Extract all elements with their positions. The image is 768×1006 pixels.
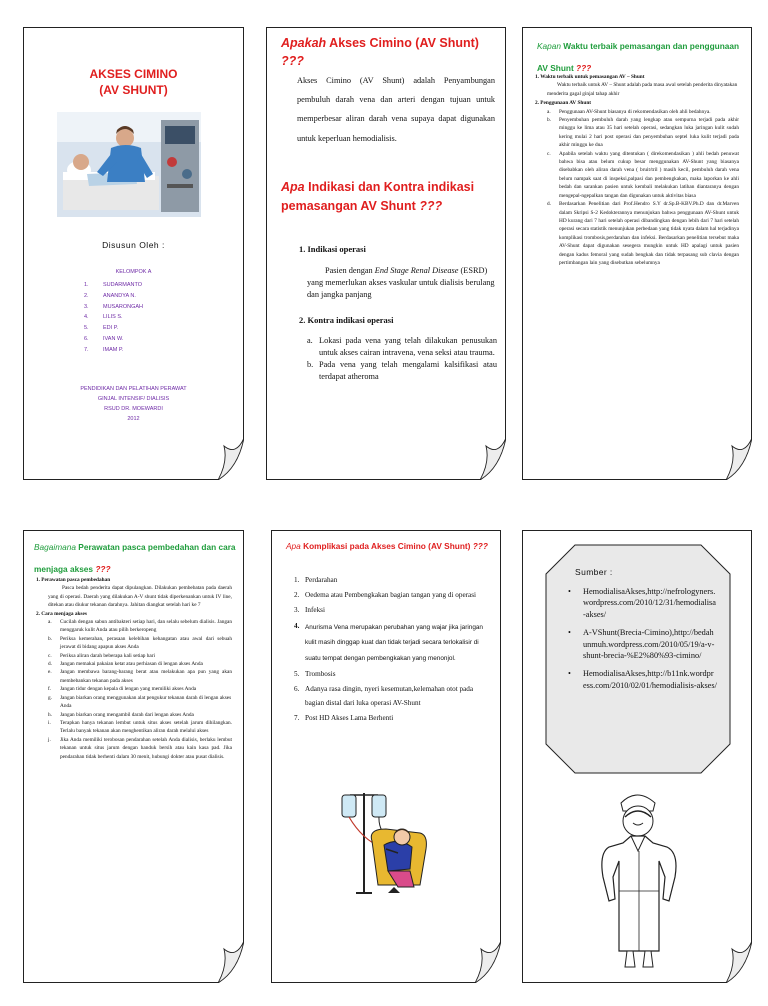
section-text: Pasca bedah penderita dapat dipulangkan. Dilakukan pembebatan pada daerah yang di operasi. Daerah yang dilakukan A-V shunt tidak diperkenankan untuk IV line, ditekan atau diukur tekanan darahnya. Jahitan diangkat setelah hari ke 7 <box>48 585 232 609</box>
page-curl-icon <box>218 941 244 983</box>
list-item: a. Penggunaan AV-Shunt biasanya di rekomendasikan oleh ahli bedahnya. <box>547 108 711 115</box>
member-item: 3. MUSARONGAH <box>84 303 144 310</box>
heading-komplikasi: Apa Komplikasi pada Akses Cimino (AV Shunt) ??? <box>286 541 488 551</box>
list-item: b. Penyembuhan pembuluh darah yang lengkap atau sempurna terjadi pada akhir minggu ke lima atau 35 hari setelah operasi, sedangkan luka jaringan kulit sudah kering mulai 2 hari post operasi dan penyembuhan septel luka kulit terjadi pada akhir minggu ke dua <box>547 117 739 149</box>
source-link[interactable]: HemodialisaAkses,http://nefrologyners.wordpress.com/2010/12/31/hemodialisa-akses/ <box>583 587 716 619</box>
source-link[interactable]: A-VShunt(Brecia-Cimino),http://bedahunmuh.wordpress.com/2010/05/19/a-v-shunt-brecia-%E2%80%93-cimino/ <box>583 628 715 661</box>
cover-footer: PENDIDIKAN DAN PELATIHAN PERAWAT GINJAL INTENSIF/ DIALISIS RSUD DR. MOEWARDI 2012 <box>80 386 187 422</box>
list-item: 6. Adanya rasa dingin, nyeri kesemutan,kelemahan otot pada bagian distal dari luka operasi AV-Shunt <box>294 685 474 707</box>
indikasi-text: Pasien dengan End Stage Renal Disease (ESRD) yang memerlukan akses vaskular untuk dialisis berulang dan jangka panjang <box>307 266 495 299</box>
complication-list <box>294 574 490 725</box>
member-item: 5. EDI P. <box>84 325 119 332</box>
list-item: a. Cucilah dengan sabun antibakteri setiap hari, dan selalu sebelum dialisis. Jangan menggaruk kulit Anda atau pilih berkeropeng <box>48 619 232 634</box>
member-item: 6. IVAN W. <box>84 335 124 342</box>
source-link[interactable]: HemodialisaAkses,http://b11nk.wordpress.com/2010/02/01/hemodialisis-akses/ <box>583 669 717 690</box>
list-item: 4. Anurisma Vena merupakan perubahan yang wajar jika jaringan kulit masih dinggap kuat dan tidak terjadi secara terlokalisir di suatu tempat dengan pembengkakan yang menonjol. <box>294 621 483 662</box>
heading-apakah: Apakah Akses Cimino (AV Shunt) ??? <box>281 36 479 68</box>
member-item: 7. IMAM P. <box>84 346 124 353</box>
panel-complications <box>271 530 501 983</box>
panel-sources <box>522 530 752 983</box>
prepared-by: Disusun Oleh : <box>102 240 165 250</box>
group-label: KELOMPOK A <box>115 269 152 275</box>
cover-title: AKSES CIMINO (AV SHUNT) <box>89 67 178 97</box>
list-item: b. Periksa kemerahan, perasaan kelebihan kehangatan atau awal dari sebuah jerawat di bidang apapun akses Anda <box>48 635 232 651</box>
list-item: 3. Infeksi <box>294 606 325 615</box>
member-item: 4. LILIS S. <box>84 314 123 321</box>
dialysis-patient-illustration <box>328 789 432 897</box>
sources-label: Sumber : <box>575 567 613 577</box>
list-item: 2. Oedema atau Pembengkakan bagian tangan yang di operasi <box>294 591 477 600</box>
list-item: 5. Trombosis <box>294 670 336 679</box>
source-list <box>568 586 717 691</box>
page-curl-icon <box>475 941 501 983</box>
nurse-illustration <box>593 781 681 969</box>
section-title: 1. Perawatan pasca pembedahan <box>36 577 111 583</box>
panel-definition <box>266 27 506 480</box>
kontra-list <box>307 335 497 382</box>
source-item: • HemodialisaAkses,http://nefrologyners.wordpress.com/2010/12/31/hemodialisa-akses/ <box>568 587 716 619</box>
section-title: 2. Cara menjaga akses <box>36 610 87 617</box>
page-curl-icon <box>726 438 752 480</box>
panel-cover <box>23 27 244 480</box>
member-item: 1. SUDARMANTO <box>84 282 143 288</box>
list-item: e. Jangan membawa barang-barang berat atau melakukan apa pun yang akan membebankan tekanan pada akses <box>48 669 232 684</box>
list-item: i. Terapkan hanya tekanan lembut untuk situs akses setelah jarum dihilangkan. Terlalu banyak tekanan akan menghentikan aliran darah melalui akses <box>48 719 232 735</box>
page-curl-icon <box>218 438 244 480</box>
list-item: h. Jangan biarkan orang mengambil darah dari lengan akses Anda <box>48 711 194 718</box>
panel-care <box>23 530 244 983</box>
list-item: b. Pada vena yang telah mengalami kalsifikasi atau terdapat atheroma <box>307 360 497 381</box>
list-item: a. Lokasi pada vena yang telah dilakukan penusukan untuk akses cairan intravena, vena seksi atau trauma. <box>307 336 497 357</box>
list-item: j. Jika Anda memiliki terobosan pendarahan setelah Anda dialisis, berlaku lembut tekanan untuk situs jarum dengan handuk bersih atau kain kasa pad. Jika pendarahan tidak berhenti dalam 30 menit, hubungi dokter atau pusat dialisis. <box>48 736 232 760</box>
list-item: 7. Post HD Akses Lama Berhenti <box>294 713 394 722</box>
section-title: 1. Waktu terbaik untuk pemasangan AV – Shunt <box>535 74 645 80</box>
source-item: • HemodialisaAkses,http://b11nk.wordpress.com/2010/02/01/hemodialisis-akses/ <box>568 669 717 690</box>
page-curl-icon <box>480 438 506 480</box>
member-list <box>84 280 143 356</box>
heading-bagaimana: Bagaimana Perawatan pasca pembedahan dan cara menjaga akses ??? <box>34 542 236 574</box>
heading-kapan: Kapan Waktu terbaik pemasangan dan penggunaan AV Shunt ??? <box>537 41 740 73</box>
list-item: f. Jangan tidur dengan kepala di lengan yang memiliki akses Anda <box>48 686 197 693</box>
heading-indikasi: Apa Indikasi dan Kontra indikasi pemasangan AV Shunt ??? <box>281 180 475 213</box>
patient-dialysis-photo <box>57 112 201 217</box>
list-item: c. Periksa aliran darah beberapa kali setiap hari <box>48 652 156 659</box>
member-item: 2. ANANDYA N. <box>84 292 136 299</box>
indikasi-title: 1. Indikasi operasi <box>299 244 366 254</box>
page-curl-icon <box>726 941 752 983</box>
list-item: g. Jangan biarkan orang menggunakan alat pengukur tekanan darah di lengan akses Anda <box>48 694 232 710</box>
section-title: 2. Penggunaan AV Shunt <box>535 100 592 107</box>
definition-text: Akses Cimino (AV Shunt) adalah Penyambungan pembuluh darah vena dan arteri dengan tujuan untuk memperbesar aliran darah vena supaya dapat digunakan untuk keperluan hemodialisis. <box>297 76 495 143</box>
list-item: d. Berdasarkan Penelitian dari Prof.Hendro S.Y dr.Sp.B-KBV.Ph.D dan dr.Marven dalam Skripsi S-2 Kedokterannya menunjukan bahwa penggunaan AV-Shunt untuk HD kurang dari 7 hari setelah operasi dibandingkan dengan lebih dari 7 hari setelah operasi secara statistik menunjukan perbedaan yang tidak nyata dalam hal terjadinya komplikasi trombosis,perdarahan dan infeksi. Berdasarkan penelitian tersebut maka AV-Shunt dapat digunakan sesegera mungkin untuk HD apalagi untuk pasien dengan kadus femoral yang sudah bengkak dan tidak terpasang sub clavia dengan pertimbangan lain yang disebutkan sebelumnya <box>547 201 739 266</box>
kontra-title: 2. Kontra indikasi operasi <box>299 315 394 325</box>
timing-body <box>533 73 739 267</box>
source-item: • A-VShunt(Brecia-Cimino),http://bedahunmuh.wordpress.com/2010/05/19/a-v-shunt-brecia-%E2%80%93-cimino/ <box>568 628 715 661</box>
panel-timing <box>522 27 752 480</box>
list-item: d. Jangan memakai pakaian ketat atau perhiasan di lengan akses Anda <box>48 661 203 668</box>
section-text: Waktu terbaik untuk AV – Shunt adalah pada masa awal setelah penderita dinyatakan menderita gagal ginjal tahap akhir <box>547 82 738 97</box>
list-item: 1. Perdarahan <box>294 576 338 584</box>
list-item: c. Apabila setelah waktu yang ditentukan ( direkomendasikan ) ahli bedah penuwat bahwa bisa atau belum cukup besar menggunakan AV-Shunt yang biasanya disebabkan oleh aliran darah vena ( bruit/tril ) masih kecil, pembuluh darah vena belum nampak saat di inspeksi,palpasi dan pembengkakan, maka laporkan ke ahli bedah dan sarankan pasien untuk kembali melakukan latihan diantaranya dengan mengepal-ngepalkan tangan dan digunakan untuk aktivitas biasa <box>547 150 739 199</box>
care-body <box>34 576 232 761</box>
